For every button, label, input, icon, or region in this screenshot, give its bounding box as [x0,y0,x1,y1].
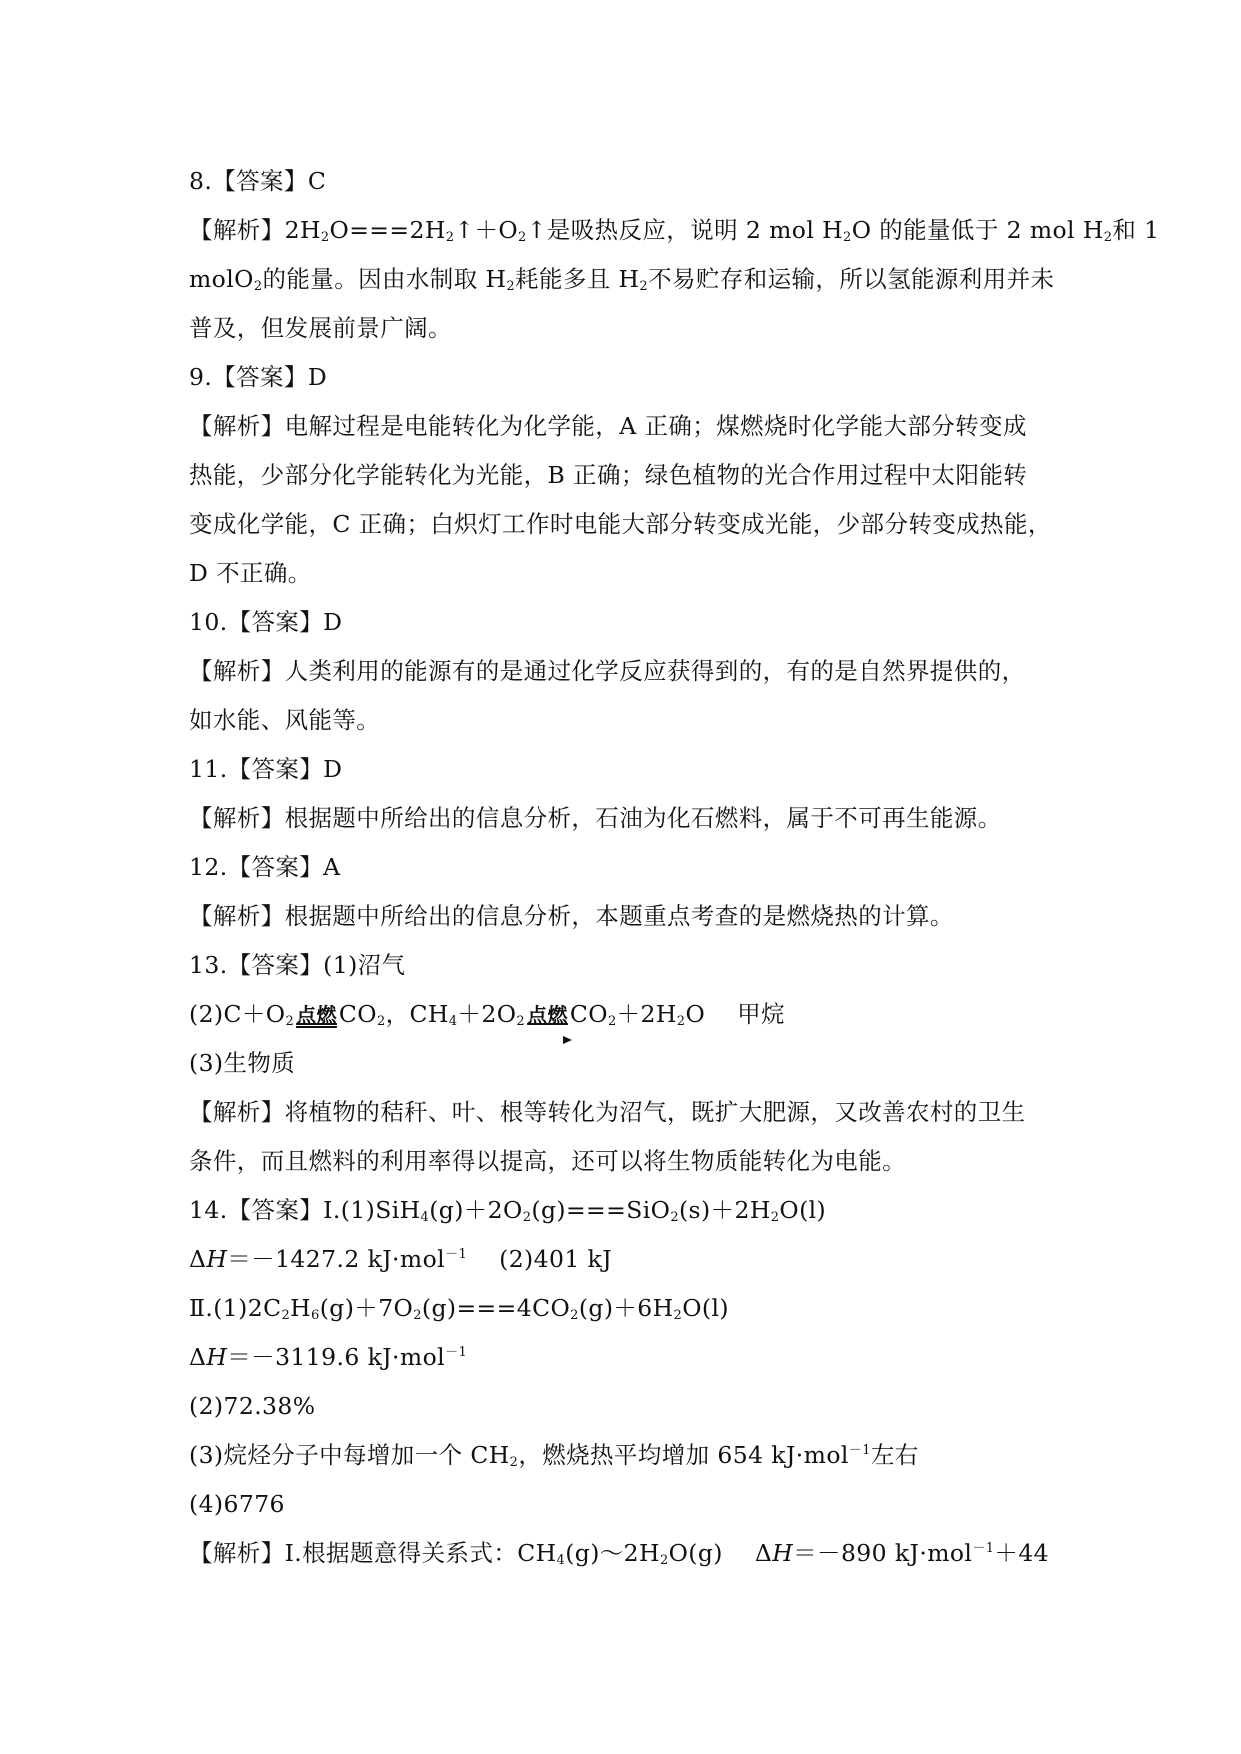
q10-answer: 10.【答案】D [189,608,343,636]
q14-enthalpy-1: ΔH＝－1427.2 kJ·mol$^{-1}$ (2)401 kJ [189,1245,613,1273]
q14-enthalpy-2: ΔH＝－3119.6 kJ·mol$^{-1}$ [189,1343,468,1371]
q13-explanation-line-2: 条件，而且燃料的利用率得以提高，还可以将生物质能转化为电能。 [189,1147,906,1175]
q10-explanation-line-2: 如水能、风能等。 [189,706,381,734]
q13-equations: $(2)C+O_2$ 点燃$CO_2$，$CH_4+2O_2$ 点燃$CO_2+2H_2O$ 甲烷 [189,990,1059,1039]
reaction-arrow-ignite: 点燃 [525,991,570,1040]
q14-answer-3: (3)烷烃分子中每增加一个 $CH_2$，燃烧热平均增加 654 kJ·mol$^{-1}$左右 [189,1441,919,1470]
q11-answer: 11.【答案】D [189,755,343,783]
q8-explanation-line-2: molO$_2$的能量。因由水制取 $H_2$耗能多且 $H_2$不易贮存和运输，所以氢能源利用并未 [189,265,1055,294]
q9-explanation-line-1: 【解析】电解过程是电能转化为化学能，A 正确；煤燃烧时化学能大部分转变成 [189,412,1027,440]
q8-answer: 8.【答案】C [189,167,327,195]
q14-answer-1: 14.【答案】$Ⅰ.(1)SiH_4(g)+2O_2(g)===SiO_2(s)+2H_2O(l)$ [189,1196,827,1225]
answer-text [189,157,1160,1578]
q14-answer-percent: (2)72.38% [189,1392,316,1420]
q11-explanation-line-1: 【解析】根据题中所给出的信息分析，石油为化石燃料，属于不可再生能源。 [189,804,1002,832]
q14-answer-4: (4)6776 [189,1490,285,1518]
q9-explanation-line-4: D 不正确。 [189,559,312,587]
q8-explanation-line-3: 普及，但发展前景广阔。 [189,314,452,342]
q9-answer: 9.【答案】D [189,363,328,391]
q14-answer-2: $Ⅱ.(1)2C_2H_6(g)+7O_2(g)===4CO_2(g)+6H_2O(l)$ [189,1294,729,1323]
q8-explanation-line-1: 【解析】$2H_2O===2H_2↑+O_2↑$是吸热反应，说明 2 mol $H_2O$ 的能量低于 2 mol $H_2$和 1 [189,216,1160,245]
q13-answer: 13.【答案】(1)沼气 [189,951,406,979]
q13-answer-3: (3)生物质 [189,1049,296,1077]
reaction-condition-ignite: 点燃 [296,1003,337,1027]
q14-explanation-line-1: 【解析】Ⅰ.根据题意得关系式：$CH_4(g)\sim 2H_2O(g)$ ΔH＝－890 kJ·mol$^{-1}$＋44 [189,1539,1050,1568]
q13-explanation-line-1: 【解析】将植物的秸秆、叶、根等转化为沼气，既扩大肥源，又改善农村的卫生 [189,1098,1026,1126]
q10-explanation-line-1: 【解析】人类利用的能源有的是通过化学反应获得到的，有的是自然界提供的， [189,657,1026,685]
q9-explanation-line-2: 热能，少部分化学能转化为光能，B 正确；绿色植物的光合作用过程中太阳能转 [189,461,1028,489]
q12-explanation-line-1: 【解析】根据题中所给出的信息分析，本题重点考查的是燃烧热的计算。 [189,902,954,930]
q9-explanation-line-3: 变成化学能，C 正确；白炽灯工作时电能大部分转变成光能，少部分转变成热能， [189,510,1052,538]
q12-answer: 12.【答案】A [189,853,341,881]
